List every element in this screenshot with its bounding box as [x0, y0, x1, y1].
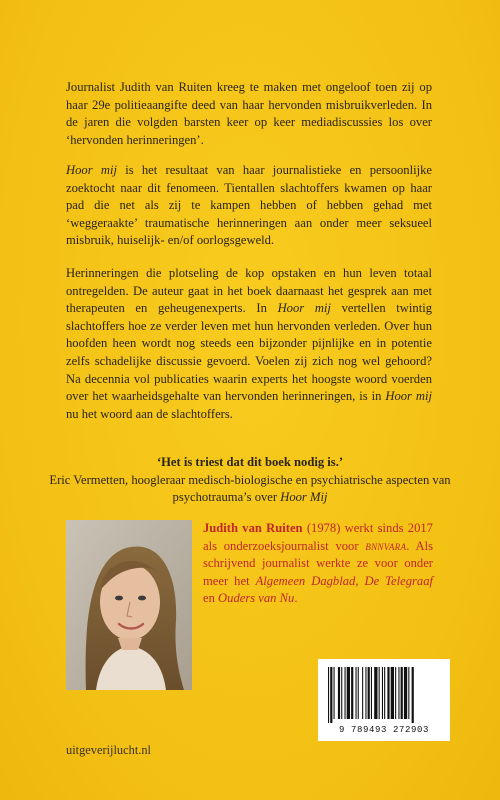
barcode-bar [341, 667, 342, 719]
paragraph-text: is het resultaat van haar journalistieke en persoonlijke zoektocht naar dit fenomeen. Tientallen slachtoffers kwamen op haar pad die net als zij te kampen hebben of hebben gehad met ‘weggeraakte’ traumatische herinneringen aan onder meer seksueel misbruik, huiselijk- en/of oorlogsgeweld. [66, 163, 432, 248]
author-photo [66, 520, 192, 690]
barcode-bar [391, 667, 394, 719]
barcode-bar [408, 667, 409, 719]
bio-text: , [355, 573, 365, 588]
barcode-bar [356, 667, 357, 719]
barcode-bar [401, 667, 403, 719]
bio-text: . Als schrijvend journalist werkte ze voor onder meer het [203, 538, 433, 588]
barcode-bar [384, 667, 385, 719]
bio-text: . [294, 591, 298, 606]
book-title: Hoor mij [277, 301, 331, 316]
barcode-bar [412, 667, 414, 723]
barcode-bars [318, 659, 450, 725]
organization-name: bnnvara [365, 538, 407, 553]
barcode-bar [374, 667, 377, 719]
paragraph-text: Herinneringen die plotseling de kop opstaken en hun leven totaal ontregelden. De auteur gaat in het boek daarnaast het gesprek aan met therapeuten en geheugenexperts. In [66, 266, 432, 316]
description-paragraph-2 [66, 162, 432, 250]
barcode-bar [330, 667, 332, 723]
barcode-bar [347, 667, 350, 719]
barcode-bar [368, 667, 370, 719]
barcode-bar [371, 667, 372, 719]
publisher-url: uitgeverijlucht.nl [66, 743, 151, 757]
barcode-bar [395, 667, 396, 719]
publication-name: Ouders van Nu [218, 591, 295, 606]
book-title: Hoor Mij [280, 490, 328, 505]
barcode-bar [365, 667, 366, 719]
barcode-bar [338, 667, 340, 719]
barcode-bar [387, 667, 389, 719]
barcode-bar [379, 667, 380, 719]
publication-name: De Telegraaf [364, 573, 433, 588]
endorsement-quote [40, 454, 460, 507]
paragraph-text: vertellen twintig slachtoffers hoe ze verder leven met hun hervonden verleden. Over hun hoofden heen wordt nog steeds een bijzonder pijnlijke en in potentie zelfs schadelijke discussie gevoerd. Voelen zij zich nog wel gehoord? Na decennia vol publicaties waarin experts het hoogste woord voerden over het waarheidsgehalte van hervonden herinneringen, is in [66, 301, 432, 404]
quote-text: ‘Het is triest dat dit boek nodig is.’ [156, 455, 344, 469]
author-name: Judith van Ruiten [203, 521, 303, 535]
barcode-bar [345, 667, 346, 719]
author-bio [203, 520, 433, 608]
barcode-bar [334, 667, 335, 719]
barcode-bar [358, 667, 359, 719]
barcode-bar [404, 667, 407, 719]
book-title: Hoor mij [385, 389, 432, 404]
bio-text: en [203, 591, 219, 606]
quote-attribution: Eric Vermetten, hoogleraar medisch-biologische en psychiatrische aspecten van psychotrauma’s over [49, 472, 451, 505]
bio-text: (1978) werkt sinds 2017 als onderzoeksjournalist voor [203, 521, 433, 553]
publication-name: Algemeen Dagblad [255, 573, 356, 588]
barcode-bar [328, 667, 329, 723]
paragraph-text: Journalist Judith van Ruiten kreeg te maken met ongeloof toen zij op haar 29e politieaangifte deed van haar hervonden misbruikverleden. In de jaren die volgden barsten keer op keer mediadiscussies los over ‘hervonden herinneringen’. [66, 80, 432, 147]
description-paragraph-1 [66, 79, 432, 149]
barcode-bar [382, 667, 383, 719]
isbn-barcode [318, 659, 450, 741]
barcode-bar [398, 667, 399, 719]
paragraph-text: nu het woord aan de slachtoffers. [66, 406, 233, 421]
book-title: Hoor mij [66, 163, 117, 177]
isbn-number: 9 789493 272903 [338, 725, 429, 735]
description-paragraph-3 [66, 265, 432, 423]
barcode-bar [362, 667, 363, 719]
barcode-bar [351, 667, 353, 719]
